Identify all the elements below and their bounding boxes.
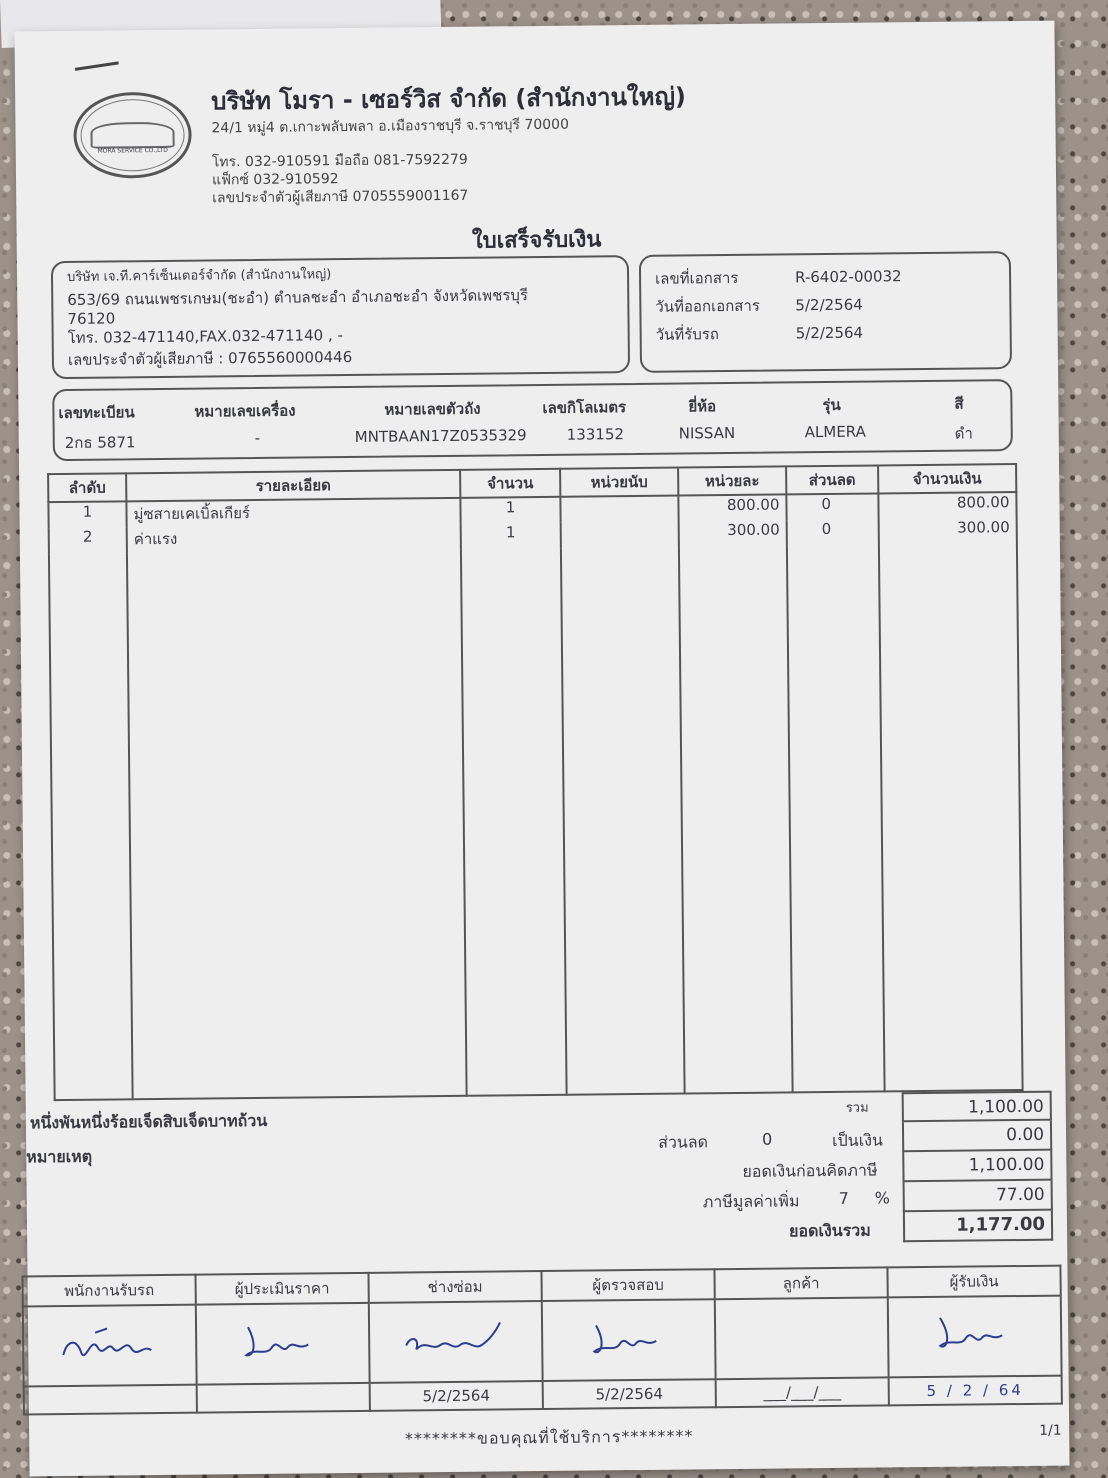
company-logo-icon <box>73 92 192 179</box>
customer-box <box>51 255 630 379</box>
signature-receiver <box>23 1305 197 1387</box>
col-no: ลำดับ <box>48 473 126 502</box>
document-info-box <box>639 251 1012 373</box>
sign-date-cashier: 5 / 2 / 64 <box>889 1376 1062 1406</box>
page-number: 1/1 <box>1039 1422 1062 1439</box>
sign-date-inspector: 5/2/2564 <box>543 1379 716 1409</box>
item-unit <box>560 496 678 523</box>
vat-percent: % <box>874 1188 891 1208</box>
customer-name: บริษัท เจ.ที.คาร์เซ็นเตอร์จำกัด (สำนักงานใหญ่) <box>66 267 332 285</box>
sign-date-mechanic: 5/2/2564 <box>370 1381 543 1411</box>
signature-row <box>23 1296 1062 1387</box>
remark-label: หมายเหตุ <box>26 1146 93 1167</box>
company-tax-id: เลขประจำตัวผู้เสียภาษี 0705559001167 <box>212 187 469 207</box>
sign-header-mechanic: ช่างซ่อม <box>368 1271 541 1303</box>
items-table <box>47 463 1024 1101</box>
col-desc: รายละเอียด <box>126 470 460 501</box>
item-no: 2 <box>49 527 127 554</box>
doc-receive-row <box>656 317 996 349</box>
discount-amount: 0.00 <box>902 1121 1052 1153</box>
discount-money-label: เป็นเงิน <box>832 1130 883 1150</box>
company-address: 24/1 หมู่4 ต.เกาะพลับพลา อ.เมืองราชบุรี จ.ราชบุรี 70000 <box>211 116 570 137</box>
vehicle-label-model: รุ่น <box>822 395 841 415</box>
vehicle-label-plate: เลขทะเบียน <box>58 403 135 423</box>
vat-rate: 7 <box>838 1188 850 1208</box>
vehicle-label-chassis: หมายเลขตัวถัง <box>384 399 481 419</box>
total-value: 1,100.00 <box>902 1091 1052 1123</box>
doc-issue-date: 5/2/2564 <box>795 295 863 315</box>
signature-table <box>21 1265 1062 1416</box>
item-qty: 1 <box>461 523 561 550</box>
vehicle-label-color: สี <box>954 394 964 413</box>
discount-value: 0 <box>762 1129 773 1149</box>
company-phone: โทร. 032-910591 มือถือ 081-7592279 <box>211 151 468 171</box>
item-desc: ค่าแรง <box>127 524 461 553</box>
doc-issue-label: วันที่ออกเอกสาร <box>655 296 761 316</box>
col-price: หน่วยละ <box>678 466 786 495</box>
document-title: ใบเสร็จรับเงิน <box>471 227 602 254</box>
customer-phone: โทร. 032-471140,FAX.032-471140 , - <box>67 326 343 347</box>
total-label: รวม <box>845 1100 869 1116</box>
item-price: 300.00 <box>679 520 787 547</box>
vehicle-mileage: 133152 <box>566 425 625 444</box>
item-qty: 1 <box>460 497 560 524</box>
sign-date-receiver <box>24 1385 197 1415</box>
vehicle-plate: 2กธ 5871 <box>64 433 136 452</box>
vehicle-label-brand: ยี่ห้อ <box>688 397 717 416</box>
sign-header-inspector: ผู้ตรวจสอบ <box>541 1269 714 1301</box>
vehicle-label-mileage: เลขกิโลเมตร <box>542 398 627 417</box>
grand-total-value: 1,177.00 <box>903 1211 1053 1243</box>
doc-receive-date: 5/2/2564 <box>795 323 864 343</box>
doc-number-row <box>655 261 995 293</box>
company-fax: แฟ็กซ์ 032-910592 <box>211 171 339 189</box>
item-amount: 300.00 <box>879 518 1017 545</box>
signature-mechanic <box>369 1301 543 1383</box>
customer-address-1: 653/69 ถนนเพชรเกษม(ชะอำ) ตำบลชะอำ อำเภอชะอำ จังหวัดเพชรบุรี <box>67 286 529 309</box>
signature-cashier <box>888 1296 1062 1378</box>
vehicle-brand: NISSAN <box>678 423 736 443</box>
sign-date-estimator <box>197 1383 370 1413</box>
logo-text: MORA SERVICE CO.,LTD <box>97 146 168 155</box>
table-filler-row <box>49 544 1023 1100</box>
vehicle-label-engine: หมายเลขเครื่อง <box>194 401 296 421</box>
pretax-label: ยอดเงินก่อนคิดภาษี <box>742 1160 878 1181</box>
company-name: บริษัท โมรา - เซอร์วิส จำกัด (สำนักงานใหญ่) <box>211 82 687 116</box>
item-desc: มู่ซสายเคเบิ้ลเกียร์ <box>126 498 460 527</box>
item-amount: 800.00 <box>878 492 1016 519</box>
vat-value: 77.00 <box>903 1181 1053 1213</box>
item-unit <box>561 522 679 549</box>
doc-receive-label: วันที่รับรถ <box>655 325 720 344</box>
customer-tax-id: เลขประจำตัวผู้เสียภาษี : 0765560000446 <box>67 347 353 369</box>
signature-customer <box>715 1297 889 1379</box>
vat-label: ภาษีมูลค่าเพิ่ม <box>702 1191 800 1212</box>
sign-header-estimator: ผู้ประเมินราคา <box>195 1273 368 1305</box>
vehicle-model: ALMERA <box>804 422 866 442</box>
doc-number-label: เลขที่เอกสาร <box>654 268 739 288</box>
col-unit: หน่วยนับ <box>560 468 678 497</box>
sign-date-customer: ___/___/___ <box>716 1377 889 1407</box>
discount-label: ส่วนลด <box>658 1132 709 1152</box>
pen-mark <box>75 61 119 71</box>
col-qty: จำนวน <box>460 469 560 498</box>
customer-address-2: 76120 <box>67 309 116 328</box>
doc-number: R-6402-00032 <box>794 267 902 287</box>
sign-header-customer: ลูกค้า <box>714 1267 887 1299</box>
grand-total-label: ยอดเงินรวม <box>788 1220 871 1241</box>
pretax-value: 1,100.00 <box>902 1151 1052 1183</box>
amount-in-words: หนึ่งพันหนึ่งร้อยเจ็ดสิบเจ็ดบาทถ้วน <box>29 1110 268 1133</box>
item-no: 1 <box>48 501 126 528</box>
col-amount: จำนวนเงิน <box>878 464 1016 493</box>
signature-inspector <box>542 1299 716 1381</box>
sign-header-receiver: พนักงานรับรถ <box>23 1275 196 1307</box>
item-discount: 0 <box>786 493 878 520</box>
vehicle-chassis: MNTBAAN17Z0535329 <box>354 426 527 446</box>
vehicle-color: ดำ <box>954 424 973 443</box>
thank-you-footer: ********ขอบคุณที่ใช้บริการ******** <box>404 1426 694 1449</box>
item-price: 800.00 <box>678 494 786 521</box>
vehicle-box <box>52 379 1013 461</box>
vehicle-engine: - <box>254 428 261 447</box>
col-discount: ส่วนลด <box>786 465 878 494</box>
item-discount: 0 <box>787 519 879 546</box>
receipt-paper <box>14 21 1069 1477</box>
signature-estimator <box>196 1303 370 1385</box>
sign-header-cashier: ผู้รับเงิน <box>887 1266 1060 1298</box>
doc-issue-row <box>655 289 995 321</box>
